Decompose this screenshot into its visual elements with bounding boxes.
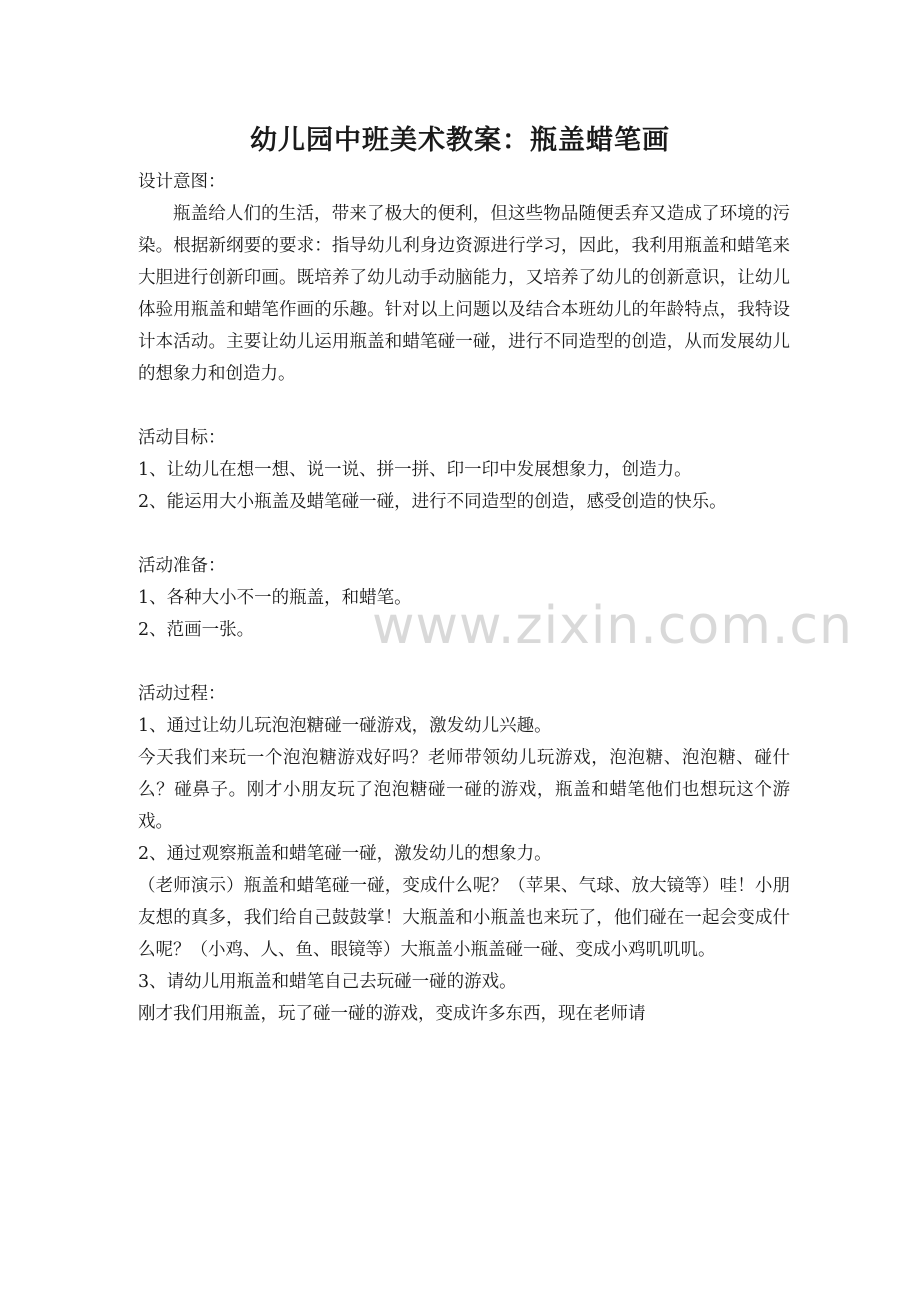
process-step-heading: 2、通过观察瓶盖和蜡笔碰一碰，激发幼儿的想象力。 bbox=[138, 844, 552, 864]
section-gap bbox=[138, 518, 790, 550]
process-heading: 活动过程： bbox=[138, 684, 226, 704]
goal-item: 1、让幼儿在想一想、说一说、拼一拼、印一印中发展想象力，创造力。 bbox=[138, 460, 692, 480]
design-paragraph: 瓶盖给人们的生活，带来了极大的便利，但这些物品随便丢弃又造成了环境的污染。根据新纲要的要求：指导幼儿利身边资源进行学习，因此，我利用瓶盖和蜡笔来大胆进行创新印画。既培养了幼儿动手动脑能力，又培养了幼儿的创新意识，让幼儿体验用瓶盖和蜡笔作画的乐趣。针对以上问题以及结合本班幼儿的年龄特点，我特设计本活动。主要让幼儿运用瓶盖和蜡笔碰一碰，进行不同造型的创造，从而发展幼儿的想象力和创造力。 bbox=[138, 204, 790, 384]
prep-item: 2、范画一张。 bbox=[138, 620, 255, 640]
process-paragraph: 今天我们来玩一个泡泡糖游戏好吗？老师带领幼儿玩游戏，泡泡糖、泡泡糖、碰什么？碰鼻子。刚才小朋友玩了泡泡糖碰一碰的游戏，瓶盖和蜡笔他们也想玩这个游戏。 bbox=[138, 748, 790, 832]
section-gap bbox=[138, 646, 790, 678]
document-title: 幼儿园中班美术教案：瓶盖蜡笔画 bbox=[250, 125, 670, 156]
goals-heading: 活动目标： bbox=[138, 428, 226, 448]
goal-item: 2、能运用大小瓶盖及蜡笔碰一碰，进行不同造型的创造，感受创造的快乐。 bbox=[138, 492, 727, 512]
document-body bbox=[138, 166, 790, 1030]
prep-heading: 活动准备： bbox=[138, 556, 226, 576]
watermark: www.zixin.com.cn bbox=[372, 596, 853, 656]
process-paragraph: 刚才我们用瓶盖，玩了碰一碰的游戏，变成许多东西，现在老师请 bbox=[138, 1004, 646, 1024]
process-step-heading: 1、通过让幼儿玩泡泡糖碰一碰游戏，激发幼儿兴趣。 bbox=[138, 716, 552, 736]
process-step-heading: 3、请幼儿用瓶盖和蜡笔自己去玩碰一碰的游戏。 bbox=[138, 972, 517, 992]
design-heading: 设计意图： bbox=[138, 172, 226, 192]
prep-item: 1、各种大小不一的瓶盖，和蜡笔。 bbox=[138, 588, 412, 608]
process-paragraph: （老师演示）瓶盖和蜡笔碰一碰，变成什么呢？（苹果、气球、放大镜等）哇！小朋友想的真多，我们给自己鼓鼓掌！大瓶盖和小瓶盖也来玩了，他们碰在一起会变成什么呢？（小鸡、人、鱼、眼镜等）大瓶盖小瓶盖碰一碰、变成小鸡叽叽叽。 bbox=[138, 876, 790, 960]
section-gap bbox=[138, 390, 790, 422]
